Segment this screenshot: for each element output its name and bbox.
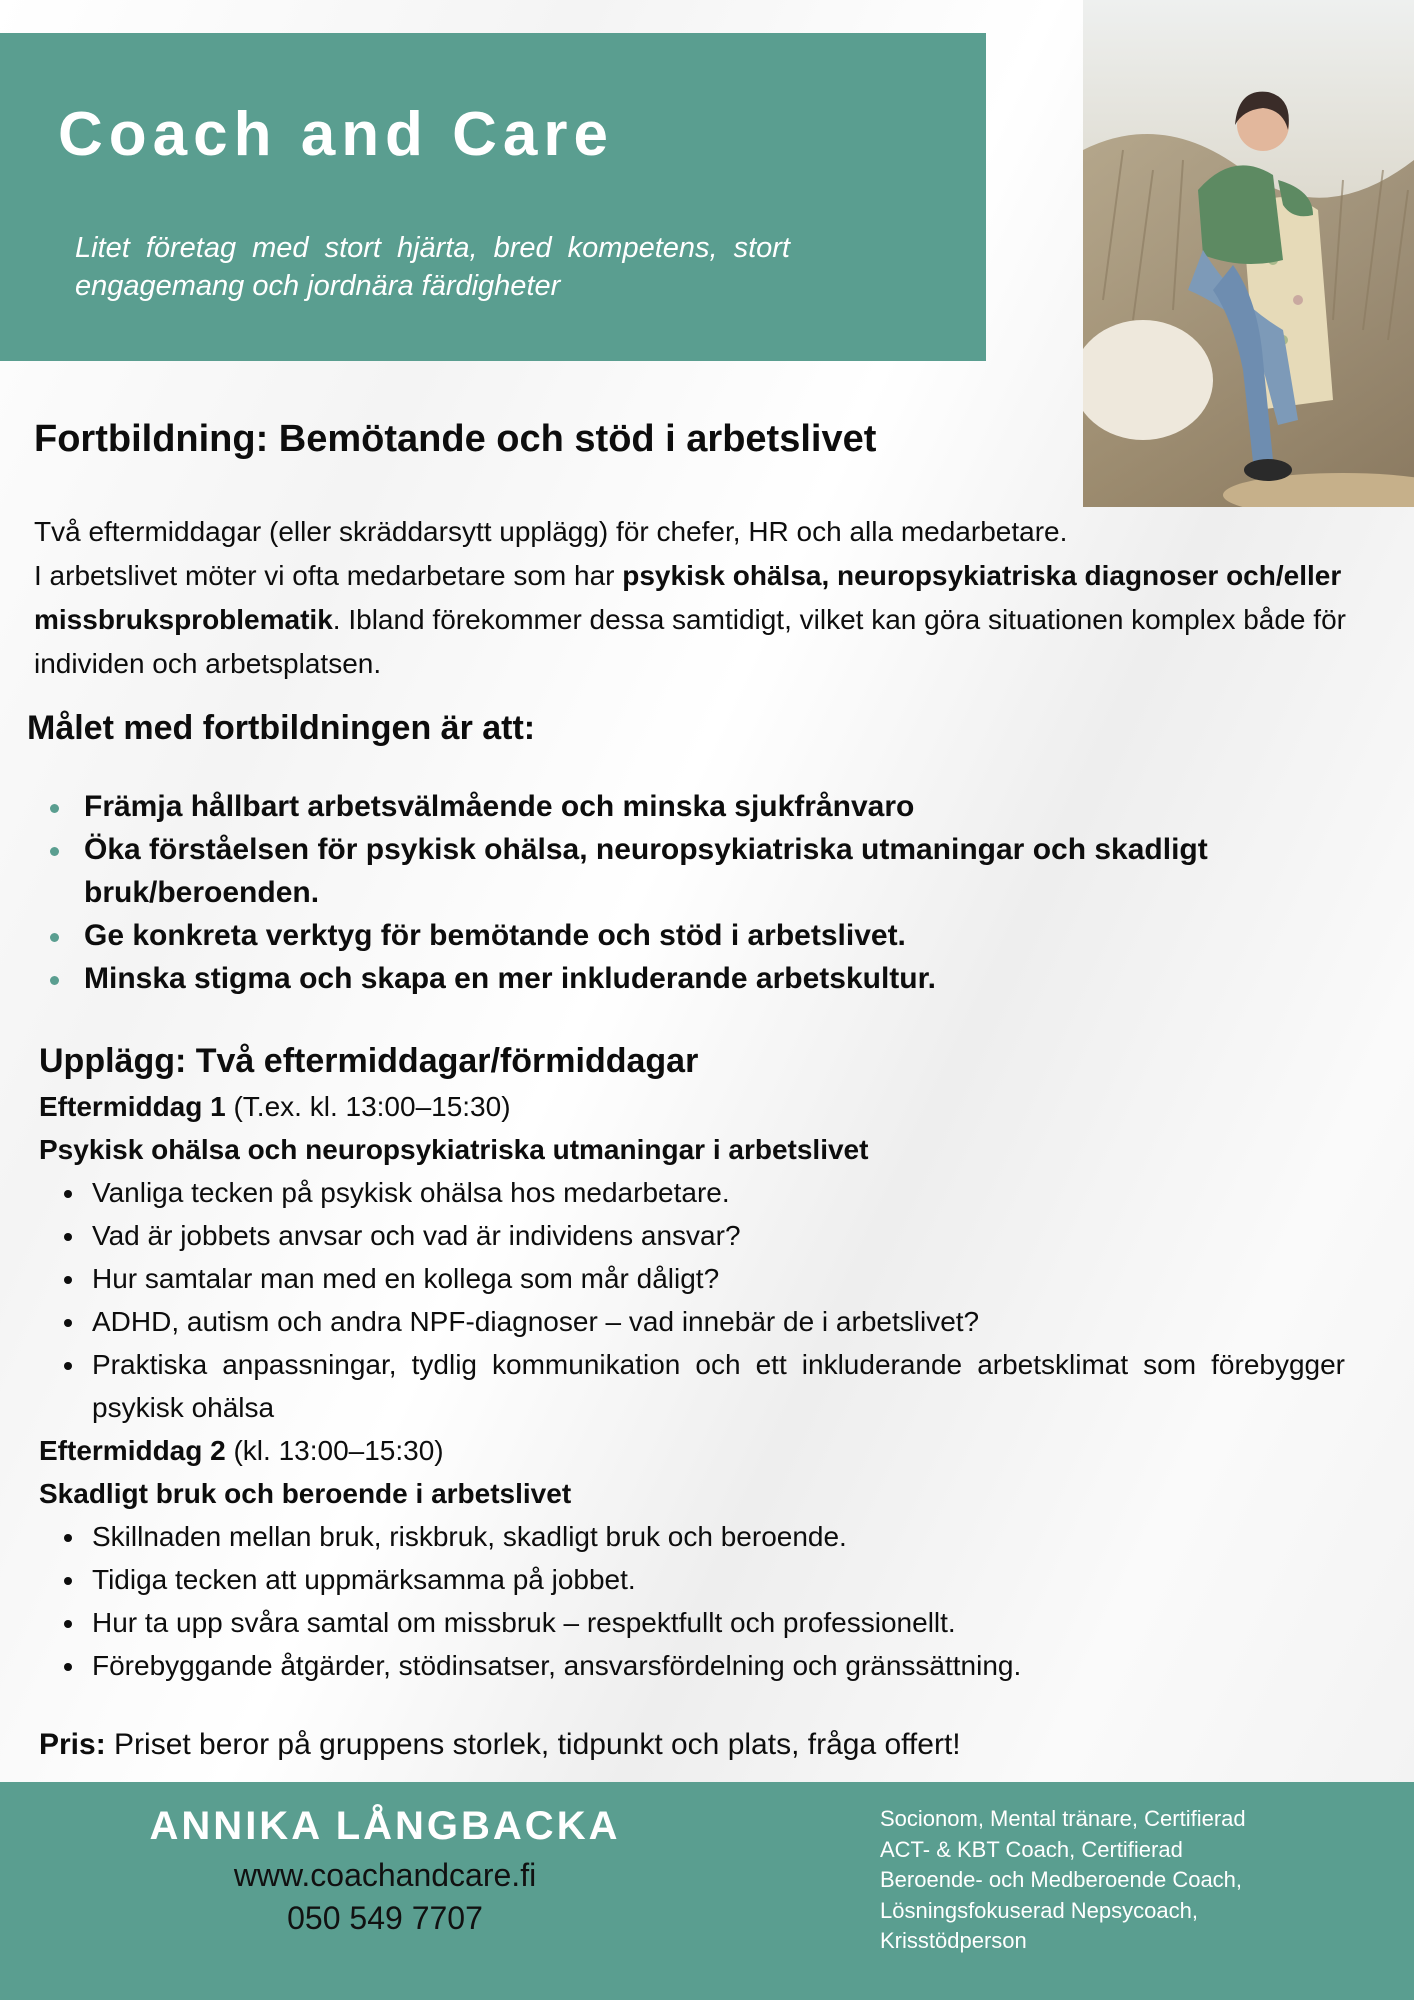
session-2-header xyxy=(39,1429,1345,1472)
list-item: Förebyggande åtgärder, stödinsatser, ansvarsfördelning och gränssättning. xyxy=(39,1644,1345,1687)
intro-text: I arbetslivet möter vi ofta medarbetare som har xyxy=(34,560,615,591)
intro-line-1: Två eftermiddagar (eller skräddarsytt upplägg) för chefer, HR och alla medarbetare. xyxy=(34,516,1068,547)
session-1-time: (T.ex. kl. 13:00–15:30) xyxy=(225,1091,511,1122)
credential-line: Socionom, Mental tränare, Certifierad xyxy=(880,1806,1246,1831)
session-2-topic: Skadligt bruk och beroende i arbetslivet xyxy=(39,1478,572,1509)
goals-heading: Målet med fortbildningen är att: xyxy=(27,709,536,747)
list-item: Tidiga tecken att uppmärksamma på jobbet. xyxy=(39,1558,1345,1601)
credential-line: Krisstödperson xyxy=(880,1928,1027,1953)
credential-line: Lösningsfokuserad Nepsycoach, xyxy=(880,1897,1198,1923)
price-text: Priset beror på gruppens storlek, tidpunkt och plats, fråga offert! xyxy=(105,1728,961,1761)
header-banner xyxy=(0,33,986,361)
list-item: Hur samtalar man med en kollega som mår dåligt? xyxy=(39,1257,1345,1300)
goals-list xyxy=(46,785,1326,1000)
footer xyxy=(0,1782,1414,2000)
credentials-block xyxy=(880,1804,1320,1957)
intro-text-end: . Ibland förekommer dessa samtidigt, vilket kan göra situationen komplex både för individen och arbetsplatsen. xyxy=(34,604,1346,679)
page-title: Fortbildning: Bemötande och stöd i arbetslivet xyxy=(34,418,877,460)
list-item: Vad är jobbets anvsar och vad är individens ansvar? xyxy=(39,1214,1345,1257)
schedule-section xyxy=(39,1037,1345,1687)
phone-number[interactable]: 050 549 7707 xyxy=(287,1900,483,1936)
goal-item: Främja hållbart arbetsvälmående och minska sjukfrånvaro xyxy=(46,785,1326,828)
list-item: Hur ta upp svåra samtal om missbruk – respektfullt och professionellt. xyxy=(39,1601,1345,1644)
price-label: Pris: xyxy=(39,1728,106,1761)
goal-item: Ge konkreta verktyg för bemötande och stöd i arbetslivet. xyxy=(46,914,1326,957)
session-1-list xyxy=(39,1171,1345,1429)
session-1-header xyxy=(39,1085,1345,1128)
list-item: Praktiska anpassningar, tydlig kommunikation och ett inkluderande arbetsklimat som förebygger psykisk ohälsa xyxy=(39,1343,1345,1429)
list-item: Skillnaden mellan bruk, riskbruk, skadligt bruk och beroende. xyxy=(39,1515,1345,1558)
session-1-label: Eftermiddag 1 xyxy=(39,1091,226,1122)
intro-paragraph xyxy=(34,510,1354,686)
schedule-title: Upplägg: Två eftermiddagar/förmiddagar xyxy=(39,1042,699,1080)
list-item: Vanliga tecken på psykisk ohälsa hos medarbetare. xyxy=(39,1171,1345,1214)
goal-item: Öka förståelsen för psykisk ohälsa, neuropsykiatriska utmaningar och skadligt bruk/beroenden. xyxy=(46,828,1284,914)
contact-name: ANNIKA LÅNGBACKA xyxy=(149,1804,621,1848)
session-2-time: (kl. 13:00–15:30) xyxy=(225,1435,444,1466)
tagline: Litet företag med stort hjärta, bred kompetens, stort engagemang och jordnära färdigheter xyxy=(75,232,790,302)
session-2-list xyxy=(39,1515,1345,1687)
list-item: ADHD, autism och andra NPF-diagnoser – vad innebär de i arbetslivet? xyxy=(39,1300,1345,1343)
website-link[interactable]: www.coachandcare.fi xyxy=(233,1857,537,1893)
credential-line: ACT- & KBT Coach, Certifierad xyxy=(880,1836,1183,1862)
intro-highlight: psykisk ohälsa, neuropsykiatriska diagnoser och/eller missbruksproblematik xyxy=(34,560,1342,635)
session-2-label: Eftermiddag 2 xyxy=(39,1435,226,1466)
brand-title: Coach and Care xyxy=(58,100,615,169)
contact-block xyxy=(100,1798,670,1940)
price-line xyxy=(39,1723,961,1767)
goal-item: Minska stigma och skapa en mer inkluderande arbetskultur. xyxy=(46,957,1326,1000)
credential-line: Beroende- och Medberoende Coach, xyxy=(880,1867,1243,1892)
session-1-topic: Psykisk ohälsa och neuropsykiatriska utmaningar i arbetslivet xyxy=(39,1134,869,1165)
